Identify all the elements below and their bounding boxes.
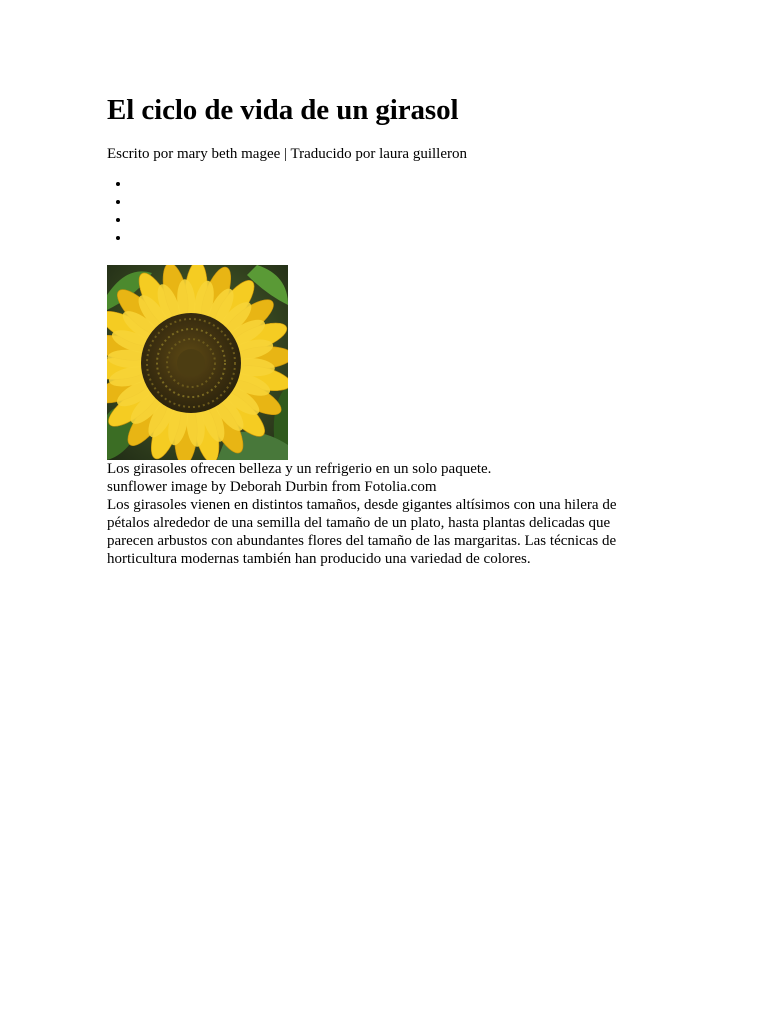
- article-body: Los girasoles vienen en distintos tamaños, desde gigantes altísimos con una hilera de pétalos alrededor de una semilla del tamaño de un plato, hasta plantas delicadas que parecen arbustos con abundantes flores del tamaño de las margaritas. Las técnicas de horticultura modernas también han producido una variedad de colores.: [107, 497, 617, 567]
- article: [107, 92, 647, 568]
- image-credit: sunflower image by Deborah Durbin from Fotolia.com: [107, 479, 437, 495]
- sunflower-photo: [107, 265, 288, 460]
- image-caption: Los girasoles ofrecen belleza y un refrigerio en un solo paquete.: [107, 461, 492, 477]
- list-item: [131, 211, 647, 229]
- byline: Escrito por mary beth magee | Traducido por laura guilleron: [107, 146, 467, 162]
- page-title: El ciclo de vida de un girasol: [107, 94, 459, 126]
- sunflower-icon: [107, 265, 288, 460]
- list-item: [131, 193, 647, 211]
- bullet-list: [107, 175, 647, 247]
- list-item: [131, 229, 647, 247]
- list-item: [131, 175, 647, 193]
